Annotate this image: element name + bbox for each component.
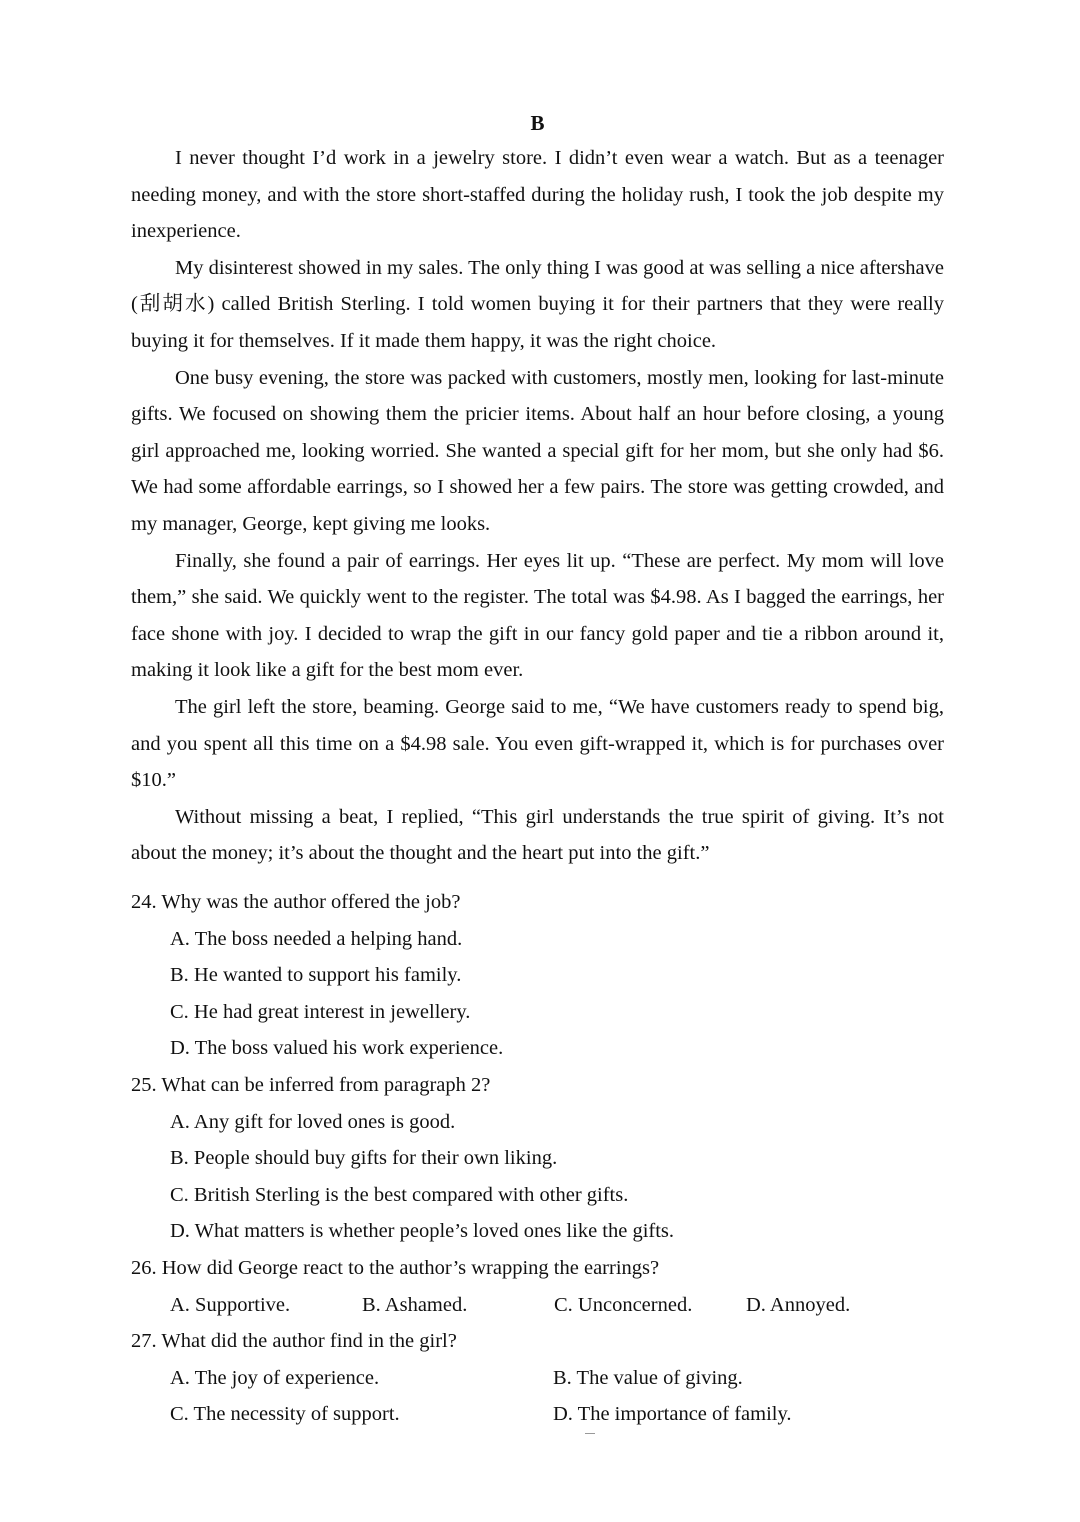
options-grid xyxy=(131,1360,944,1433)
option-a: A. Supportive. xyxy=(170,1293,291,1316)
option-a: A. Any gift for loved ones is good. xyxy=(170,1110,456,1133)
question-stem: 27. What did the author find in the girl? xyxy=(131,1330,457,1353)
section-title: B xyxy=(530,111,545,135)
passage-paragraph-6: Without missing a beat, I replied, “This girl understands the true spirit of giving. It’s not about the money; it’s about the thought and the heart put into the gift.” xyxy=(131,805,944,865)
option-c: C. Unconcerned. xyxy=(554,1293,693,1316)
option-c: C. British Sterling is the best compared with other gifts. xyxy=(170,1183,629,1206)
option-b: B. Ashamed. xyxy=(362,1293,468,1316)
option-a: A. The joy of experience. xyxy=(170,1366,380,1389)
scan-speck xyxy=(585,1433,595,1434)
passage-paragraph-1: I never thought I’d work in a jewelry store. I didn’t even wear a watch. But as a teenager needing money, and with the store short-staffed during the holiday rush, I took the job despite my inexperience. xyxy=(131,147,944,243)
passage-paragraph-3: One busy evening, the store was packed with customers, mostly men, looking for last-minute gifts. We focused on showing them the pricier items. About half an hour before closing, a young girl approached me, looking worried. She wanted a special gift for her mom, but she only had $6. We had some affordable earrings, so I showed her a few pairs. The store was getting crowded, and my manager, George, kept giving me looks. xyxy=(131,366,944,535)
option-b: B. He wanted to support his family. xyxy=(170,964,462,987)
passage-paragraph-5: The girl left the store, beaming. George said to me, “We have customers ready to spend big, and you spent all this time on a $4.98 sale. You even gift-wrapped it, which is for purchases over $10.” xyxy=(131,695,944,792)
reading-passage xyxy=(131,140,944,872)
question-25 xyxy=(131,1067,944,1250)
options-row xyxy=(131,1287,944,1324)
option-d: D. The boss valued his work experience. xyxy=(170,1037,504,1060)
question-24 xyxy=(131,884,944,1067)
option-b: B. People should buy gifts for their own liking. xyxy=(170,1147,558,1170)
option-d: D. What matters is whether people’s loved ones like the gifts. xyxy=(170,1220,675,1243)
option-d: D. Annoyed. xyxy=(746,1293,851,1316)
option-b: B. The value of giving. xyxy=(553,1366,743,1389)
question-stem: 24. Why was the author offered the job? xyxy=(131,891,461,913)
passage-paragraph-2: My disinterest showed in my sales. The only thing I was good at was selling a nice aftershave (刮胡水) called British Sterling. I told women buying it for their partners that they were really buying it for themselves. If it made them happy, it was the right choice. xyxy=(131,256,944,352)
option-c: C. He had great interest in jewellery. xyxy=(170,1000,471,1023)
option-c: C. The necessity of support. xyxy=(170,1403,400,1426)
option-d: D. The importance of family. xyxy=(553,1403,792,1426)
question-list xyxy=(131,884,944,1433)
question-27 xyxy=(131,1323,944,1433)
option-a: A. The boss needed a helping hand. xyxy=(170,927,463,950)
passage-paragraph-4: Finally, she found a pair of earrings. Her eyes lit up. “These are perfect. My mom will love them,” she said. We quickly went to the register. The total was $4.98. As I bagged the earrings, her face shone with joy. I decided to wrap the gift in our fancy gold paper and tie a ribbon around it, making it look like a gift for the best mom ever. xyxy=(131,549,944,682)
question-stem: 25. What can be inferred from paragraph 2? xyxy=(131,1073,491,1096)
question-stem: 26. How did George react to the author’s wrapping the earrings? xyxy=(131,1256,660,1279)
question-26 xyxy=(131,1250,944,1323)
